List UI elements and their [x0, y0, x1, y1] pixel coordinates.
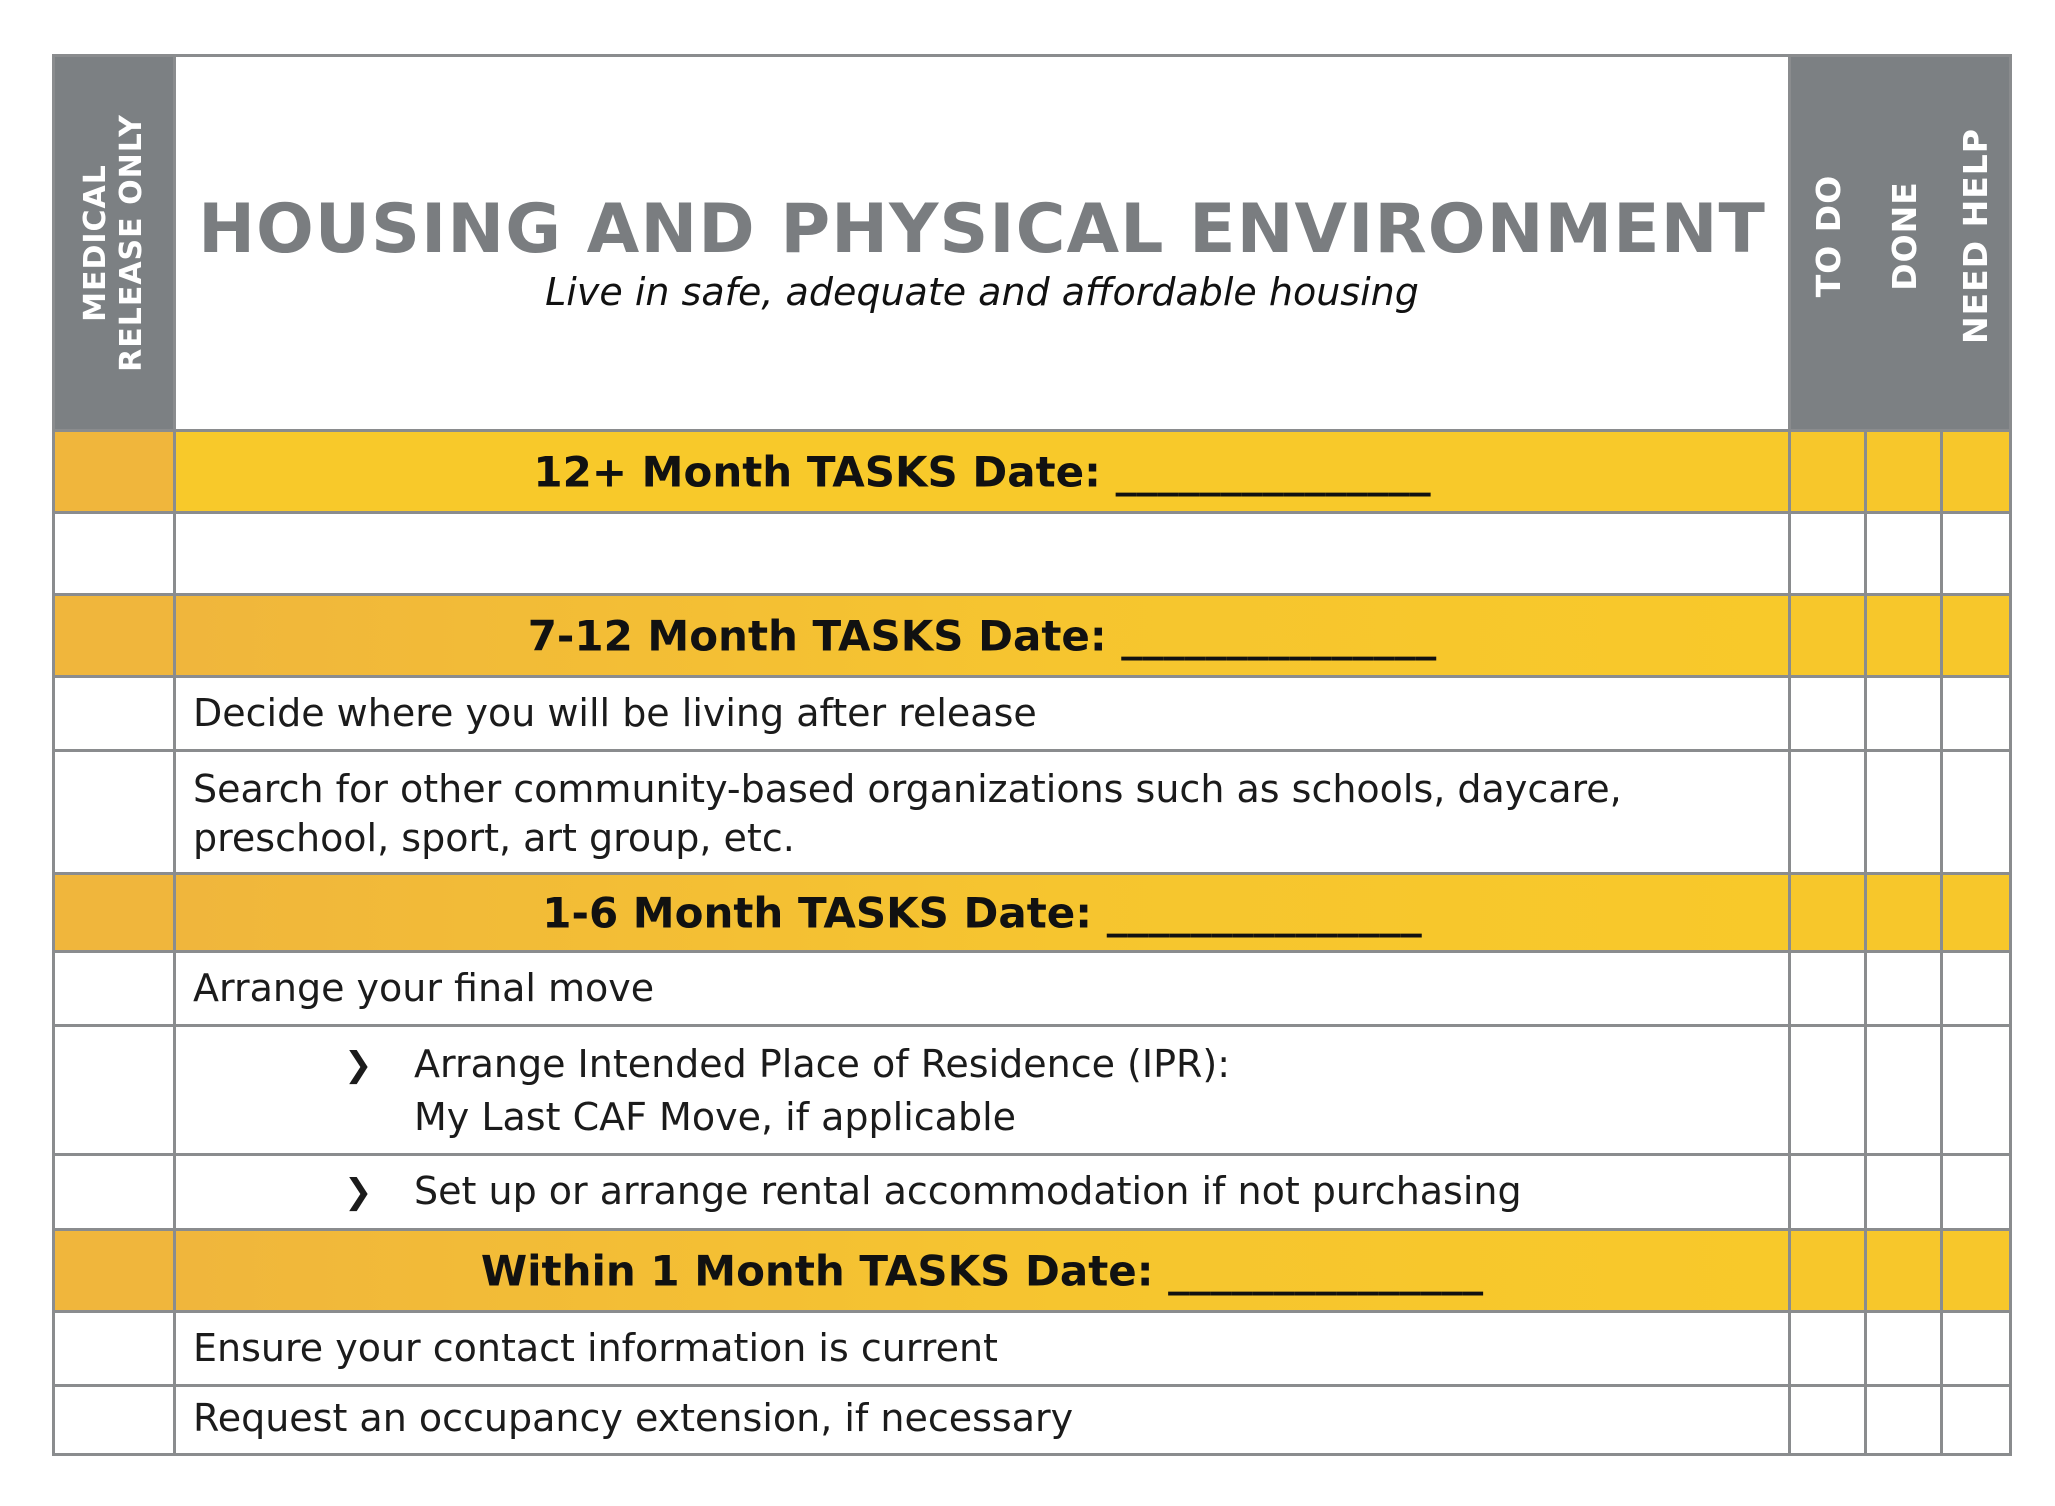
- subtask-text-line2: My Last CAF Move, if applicable: [414, 1095, 1017, 1139]
- need-help-cell[interactable]: [1943, 596, 2009, 678]
- todo-header: [1791, 57, 1867, 432]
- task-cell: [176, 1156, 1791, 1231]
- need-help-cell[interactable]: [1943, 678, 2009, 752]
- todo-cell[interactable]: [1791, 1156, 1867, 1231]
- task-cell: [176, 678, 1791, 752]
- medical-release-cell[interactable]: [55, 953, 176, 1027]
- section-label-cell: [176, 596, 1791, 678]
- task-row: [55, 1313, 2009, 1387]
- task-text-line1: Search for other community-based organizations such as schools, daycare,: [193, 767, 1622, 811]
- todo-cell[interactable]: [1791, 1027, 1867, 1156]
- need-help-cell[interactable]: [1943, 953, 2009, 1027]
- section-1to6-label: 1-6 Month TASKS Date: _______________: [542, 888, 1422, 937]
- need-help-label: NEED HELP: [1956, 127, 1995, 344]
- todo-cell[interactable]: [1791, 514, 1867, 596]
- medical-release-cell[interactable]: [55, 1387, 176, 1453]
- done-cell[interactable]: [1867, 514, 1943, 596]
- medical-release-cell[interactable]: [55, 752, 176, 875]
- subtask-text-line1: Arrange Intended Place of Residence (IPR):: [414, 1042, 1231, 1086]
- page-title: HOUSING AND PHYSICAL ENVIRONMENT: [198, 190, 1766, 269]
- task-cell: [176, 1027, 1791, 1156]
- medical-release-header: [55, 57, 176, 432]
- medical-release-cell[interactable]: [55, 514, 176, 596]
- task-text-line2: preschool, sport, art group, etc.: [193, 816, 795, 860]
- section-12plus: [55, 432, 2009, 514]
- need-help-cell[interactable]: [1943, 1027, 2009, 1156]
- todo-cell[interactable]: [1791, 678, 1867, 752]
- task-cell: [176, 1313, 1791, 1387]
- title-cell: [176, 57, 1791, 432]
- todo-cell[interactable]: [1791, 1313, 1867, 1387]
- medical-release-cell[interactable]: [55, 1027, 176, 1156]
- need-help-cell[interactable]: [1943, 1156, 2009, 1231]
- page-subtitle: Live in safe, adequate and affordable housing: [545, 270, 1419, 314]
- header-row: [55, 57, 2009, 432]
- medical-release-cell[interactable]: [55, 432, 176, 514]
- task-row: [55, 752, 2009, 875]
- todo-cell[interactable]: [1791, 752, 1867, 875]
- checklist-table: [52, 54, 2012, 1456]
- section-1to6: [55, 875, 2009, 953]
- section-within1: [55, 1231, 2009, 1313]
- section-within1-label: Within 1 Month TASKS Date: _______________: [480, 1246, 1484, 1295]
- todo-cell[interactable]: [1791, 596, 1867, 678]
- todo-cell[interactable]: [1791, 1231, 1867, 1313]
- todo-label: TO DO: [1809, 174, 1848, 297]
- todo-cell[interactable]: [1791, 432, 1867, 514]
- task-row-empty: [55, 514, 2009, 596]
- task-text: Request an occupancy extension, if necessary: [193, 1396, 1074, 1440]
- subtask-row: [55, 1156, 2009, 1231]
- done-header: [1867, 57, 1943, 432]
- done-cell[interactable]: [1867, 953, 1943, 1027]
- subtask-text: Set up or arrange rental accommodation if not purchasing: [414, 1169, 1522, 1213]
- task-row: [55, 678, 2009, 752]
- section-label-cell: [176, 1231, 1791, 1313]
- done-cell[interactable]: [1867, 1231, 1943, 1313]
- medical-release-cell[interactable]: [55, 1156, 176, 1231]
- done-cell[interactable]: [1867, 875, 1943, 953]
- done-cell[interactable]: [1867, 596, 1943, 678]
- task-cell: [176, 1387, 1791, 1453]
- need-help-cell[interactable]: [1943, 1313, 2009, 1387]
- done-cell[interactable]: [1867, 1027, 1943, 1156]
- medical-release-label: MEDICAL RELEASE ONLY: [78, 114, 149, 372]
- medical-release-cell[interactable]: [55, 875, 176, 953]
- need-help-cell[interactable]: [1943, 1231, 2009, 1313]
- done-cell[interactable]: [1867, 432, 1943, 514]
- need-help-header: [1943, 57, 2009, 432]
- subtask-row: [55, 1027, 2009, 1156]
- medical-release-cell[interactable]: [55, 678, 176, 752]
- task-cell: [176, 752, 1791, 875]
- task-text: Arrange your final move: [193, 966, 655, 1010]
- section-7to12: [55, 596, 2009, 678]
- done-cell[interactable]: [1867, 1387, 1943, 1453]
- need-help-cell[interactable]: [1943, 1387, 2009, 1453]
- need-help-cell[interactable]: [1943, 875, 2009, 953]
- medical-release-cell[interactable]: [55, 1313, 176, 1387]
- medical-release-cell[interactable]: [55, 1231, 176, 1313]
- todo-cell[interactable]: [1791, 875, 1867, 953]
- task-cell: [176, 514, 1791, 596]
- section-12plus-label: 12+ Month TASKS Date: _______________: [533, 447, 1431, 496]
- section-7to12-label: 7-12 Month TASKS Date: _______________: [527, 611, 1437, 660]
- done-label: DONE: [1885, 180, 1924, 291]
- section-label-cell: [176, 875, 1791, 953]
- need-help-cell[interactable]: [1943, 514, 2009, 596]
- todo-cell[interactable]: [1791, 953, 1867, 1027]
- chevron-right-icon: ❯: [344, 1172, 373, 1212]
- done-cell[interactable]: [1867, 752, 1943, 875]
- chevron-right-icon: ❯: [344, 1045, 373, 1085]
- need-help-cell[interactable]: [1943, 752, 2009, 875]
- medical-release-cell[interactable]: [55, 596, 176, 678]
- done-cell[interactable]: [1867, 1156, 1943, 1231]
- section-label-cell: [176, 432, 1791, 514]
- done-cell[interactable]: [1867, 678, 1943, 752]
- task-row: [55, 953, 2009, 1027]
- need-help-cell[interactable]: [1943, 432, 2009, 514]
- task-text: Ensure your contact information is current: [193, 1326, 998, 1370]
- task-text: Decide where you will be living after release: [193, 691, 1037, 735]
- task-row: [55, 1387, 2009, 1453]
- done-cell[interactable]: [1867, 1313, 1943, 1387]
- todo-cell[interactable]: [1791, 1387, 1867, 1453]
- task-cell: [176, 953, 1791, 1027]
